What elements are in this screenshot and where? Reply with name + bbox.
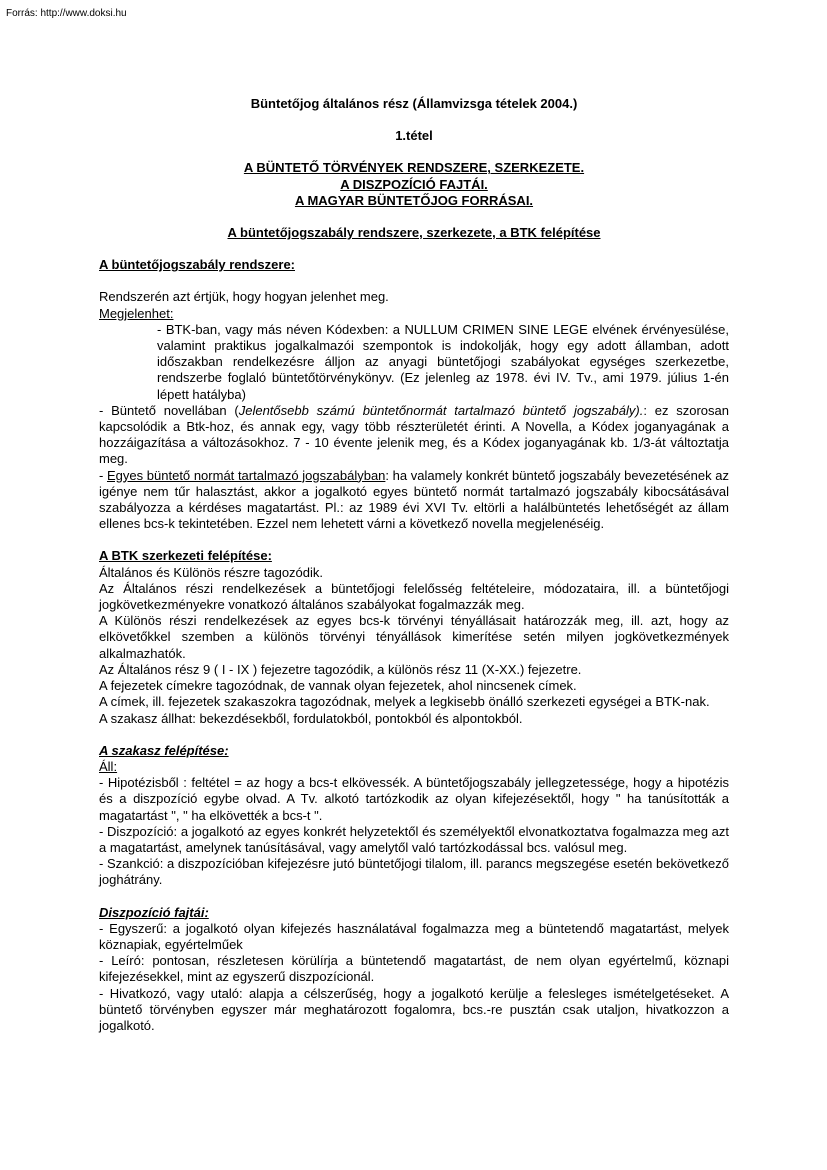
novella-item: - Büntető novellában (Jelentősebb számú büntetőnormát tartalmazó büntető jogszabály).: ez szorosan kapcsolódik a Btk-hoz, és annak egy, vagy több részterületét érinti. A Novella, a Kódex joganyagának a hozzáigazítása a változásokhoz. 7 - 10 évente jelenik meg, és a Kódex joganyagának kb. 1/3-át változtatja meg. — [99, 402, 729, 467]
paragraph: - Szankció: a diszpozícióban kifejezésre jutó büntetőjogi tilalom, ill. parancs megszegése esetén bekövetkező joghátrány. — [99, 856, 729, 888]
paragraph: Általános és Különös részre tagozódik. — [99, 564, 324, 580]
paragraph: A fejezetek címekre tagozódnak, de vannak olyan fejezetek, ahol nincsenek címek. — [99, 678, 577, 694]
paragraph: Az Általános részi rendelkezések a büntetőjogi felelősség feltételeire, módozataira, ill. a büntetőjogi jogkövetkezményekre vonatkozó általános szabályokat fogalmazzák meg. — [99, 580, 729, 613]
btk-item: - BTK-ban, vagy más néven Kódexben: a NULLUM CRIMEN SINE LEGE elvének érvényesülése, valamint praktikus jogalkalmazói szempontok is indokolják, hogy egy adott államban, adott időszakban rendelkezésre álljon az anyagi büntetőjogi szabályokat egységes szerkezetbe, rendszerbe foglaló büntetőtörvénykönyv. (Ez jelenleg az 1978. évi IV. Tv., ami 1979. július 1-én lépett hatályba) — [157, 321, 729, 402]
paragraph: Az Általános rész 9 ( I - IX ) fejezetre tagozódik, a különös rész 11 (X-XX.) fejezetre. — [99, 661, 582, 677]
paragraph: A címek, ill. fejezetek szakaszokra tagozódnak, melyek a legkisebb önálló szerkezeti egységei a BTK-nak. — [99, 694, 710, 710]
paragraph: - Diszpozíció: a jogalkotó az egyes konkrét helyzetektől és személyektől elvonatkoztatva fogalmazza meg azt a magatartást, amelynek tanúsításával, vagy amelytől való tartózkodással bcs. valósul meg. — [99, 823, 729, 855]
section-heading-rendszere: A büntetőjogszabály rendszere: — [99, 257, 295, 273]
topic-line-2: A DISZPOZÍCIÓ FAJTÁI. — [340, 176, 488, 192]
paragraph: - Hivatkozó, vagy utaló: alapja a célszerűség, hogy a jogalkotó kerülje a felesleges ismételgetéseket. A büntető törvényben egyszer már meghatározott fogalomra, bcs.-re pusztán csak utaljon, hivatkozzon a jogalkotó. — [99, 985, 729, 1033]
topic-line-3: A MAGYAR BÜNTETŐJOG FORRÁSAI. — [294, 192, 534, 208]
section-heading-szerkezet: A BTK szerkezeti felépítése: — [99, 548, 272, 564]
section-heading-diszpozicio: Diszpozíció fajtái: — [99, 904, 209, 920]
tetel-number: 1.tétel — [395, 128, 433, 144]
paragraph: - Hipotézisből : feltétel = az hogy a bcs-t elkövessék. A büntetőjogszabály jellegzetessége, hogy a hipotézis és a diszpozíció egybe olvad. A Tv. alkotó tartózkodik az olyan kifejezésektől, hogy " ha tanúsították a magatartást ", " ha elkövették a bcs-t ". — [99, 775, 729, 823]
document-title: Büntetőjog általános rész (Államvizsga tételek 2004.) — [250, 96, 578, 111]
section-heading-szakasz: A szakasz felépítése: — [99, 742, 229, 758]
egyes-item: - Egyes büntető normát tartalmazó jogszabályban: ha valamely konkrét büntető jogszabály bevezetésének az igénye nem tűr halasztást, akkor a jogalkotó egyes büntető normát tartalmazó jogszabály kibocsátásával szabályozza a kérdéses magatartást. Pl.: az 1989 évi XVI Tv. eltörli a halálbüntetés lehetőségét az állam ellenes bcs-k tekintetében. Ezzel nem lehetett várni a következő novella megjelenéséig. — [99, 467, 729, 532]
paragraph: A szakasz állhat: bekezdésekből, fordulatokból, pontokból és alpontokból. — [99, 710, 523, 726]
paragraph: - Egyszerű: a jogalkotó olyan kifejezés használatával fogalmazza meg a büntetendő magatartást, melyek köznapiak, egyértelműek — [99, 920, 729, 952]
megjelenhet-label: Megjelenhet: — [99, 305, 174, 321]
paragraph: - Leíró: pontosan, részletesen körülírja a büntetendő magatartást, de nem olyan egyértelmű, köznapi kifejezésekkel, mint az egyszerű diszpozícionál. — [99, 953, 729, 985]
paragraph: Rendszerén azt értjük, hogy hogyan jelenhet meg. — [99, 289, 389, 305]
topic-line-1: A BÜNTETŐ TÖRVÉNYEK RENDSZERE, SZERKEZETE. — [243, 160, 585, 176]
document-subtitle: A büntetőjogszabály rendszere, szerkezete, a BTK felépítése — [227, 225, 601, 241]
paragraph: A Különös részi rendelkezések az egyes bcs-k törvényi tényállásait határozzák meg, ill. azt, hogy az elkövetőkkel szemben a különös törvényi tényállások kimerítése setén milyen jogkövetkezmények alkalmazhatók. — [99, 613, 729, 661]
source-url: Forrás: http://www.doksi.hu — [6, 8, 127, 19]
document-page — [99, 96, 729, 1034]
all-label: Áll: — [99, 758, 118, 774]
